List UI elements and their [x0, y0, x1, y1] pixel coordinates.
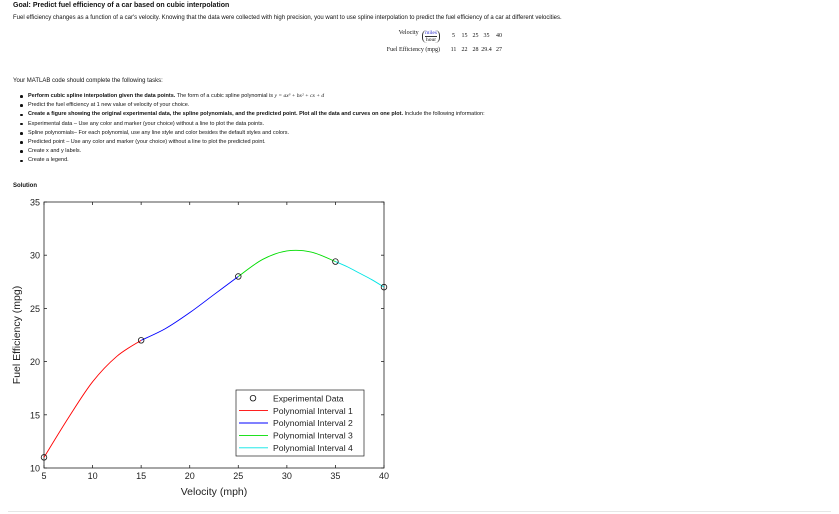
problem-description: Fuel efficiency changes as a function of a car's velocity. Knowing that the data were collected with high precision, you want to use spline interpolation to predict the fuel efficiency of a car at different velocities.	[13, 15, 562, 21]
velocity-unit-denominator: hour	[425, 36, 437, 43]
task-item: Perform cubic spline interpolation given the data points. The form of a cubic spline polynomial is y = ax³ + bx² + cx + d	[28, 92, 485, 101]
y-tick-label: 35	[29, 197, 40, 208]
velocity-row	[370, 29, 506, 43]
task-item: Create x and y labels.	[28, 147, 485, 156]
x-tick-label: 30	[281, 471, 292, 481]
tasks-intro: Your MATLAB code should complete the following tasks:	[13, 78, 163, 84]
velocity-label: Velocity	[398, 29, 419, 36]
velocity-unit	[422, 30, 440, 43]
x-tick-label: 35	[330, 471, 341, 481]
velocity-value: 15	[461, 33, 468, 39]
spline-equation: y = ax³ + bx² + cx + d	[274, 93, 325, 99]
y-tick-label: 15	[29, 410, 40, 421]
divider	[8, 511, 831, 512]
task-list	[28, 92, 485, 166]
legend-label: Experimental Data	[273, 393, 344, 404]
legend-label: Polynomial Interval 4	[273, 443, 353, 453]
task-item: Create a figure showing the original experimental data, the spline polynomials, and the predicted point. Plot all the data and curves on one plot. Include the following information:	[28, 110, 485, 119]
y-tick-label: 25	[29, 303, 40, 314]
legend-label: Polynomial Interval 1	[273, 405, 353, 416]
x-tick-label: 20	[184, 471, 195, 481]
spline-chart	[0, 193, 420, 508]
fuel-row	[370, 43, 506, 57]
task-item: Predicted point – Use any color and marker (your choice) without a line to plot the predicted point.	[28, 138, 485, 147]
legend-label: Polynomial Interval 2	[273, 418, 353, 429]
x-axis-label: Velocity (mph)	[180, 486, 248, 498]
y-tick-label: 20	[29, 357, 40, 368]
fuel-label: Fuel Efficiency (mpg)	[386, 47, 440, 53]
solution-label: Solution	[13, 183, 37, 189]
x-tick-label: 25	[233, 471, 244, 481]
task-item: Experimental data – Use any color and marker (your choice) without a line to plot the data points.	[28, 120, 485, 129]
fuel-value: 29.4	[481, 47, 492, 53]
velocity-values	[448, 33, 506, 39]
x-tick-label: 15	[136, 471, 147, 481]
velocity-unit-numerator: miles	[425, 29, 437, 36]
velocity-value: 5	[452, 33, 455, 39]
y-tick-label: 30	[29, 250, 40, 261]
x-tick-label: 10	[87, 471, 98, 481]
goal-heading: Goal: Predict fuel efficiency of a car based on cubic interpolation	[13, 2, 230, 9]
x-tick-label: 40	[378, 471, 390, 481]
fuel-value: 28	[472, 47, 479, 53]
legend-label: Polynomial Interval 3	[273, 430, 353, 441]
y-tick-label: 10	[29, 463, 40, 474]
fuel-value: 22	[461, 47, 468, 53]
velocity-value: 35	[483, 33, 490, 39]
task-item: Create a legend.	[28, 156, 485, 165]
y-axis-label: Fuel Efficiency (mpg)	[11, 285, 23, 385]
fuel-value: 11	[450, 47, 457, 53]
task-item: Spline polynomials– For each polynomial, use any line style and color besides the default styles and colors.	[28, 129, 485, 138]
fuel-value: 27	[496, 47, 502, 53]
task-item: Predict the fuel efficiency at 1 new value of velocity of your choice.	[28, 101, 485, 110]
velocity-value: 40	[496, 33, 502, 39]
fuel-values	[448, 47, 506, 53]
velocity-value: 25	[472, 33, 479, 39]
data-table	[370, 29, 506, 57]
x-tick-label: 5	[41, 471, 47, 481]
